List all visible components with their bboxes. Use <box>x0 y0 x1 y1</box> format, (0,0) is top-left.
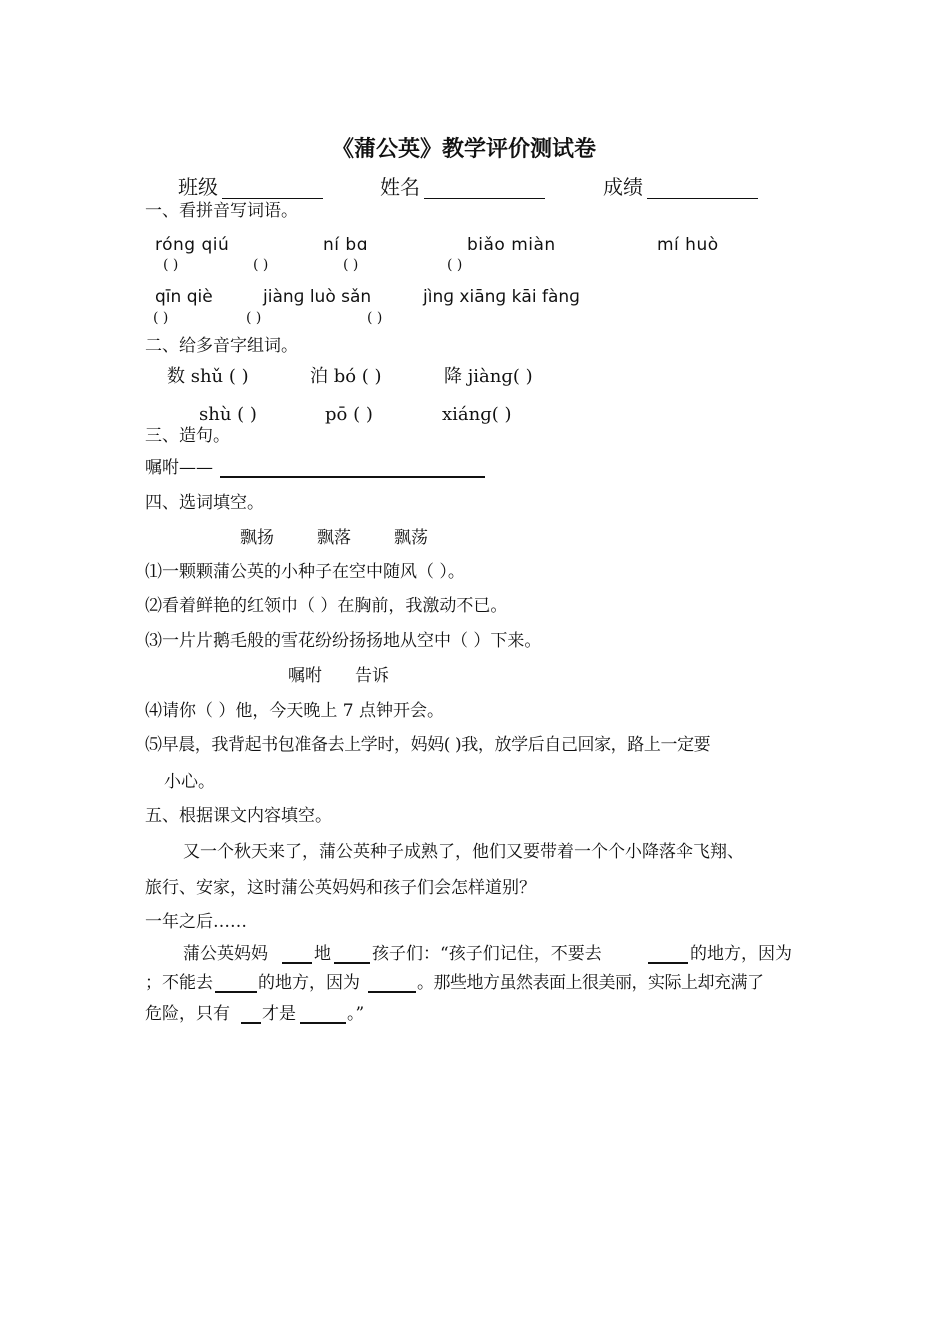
question-5-cont: 小心。 <box>164 772 215 792</box>
question-4: ⑷请你（ ）他，今天晚上 7 点钟开会。 <box>145 701 445 721</box>
fill-blank[interactable] <box>215 991 257 993</box>
polyphone-item: 降 jiànɡ( ) <box>444 366 533 387</box>
pinyin-item: ní bɑ <box>323 235 368 255</box>
section4-heading: 四、选词填空。 <box>145 493 264 513</box>
pinyin-item: jiànɡ luò sǎn <box>263 287 372 307</box>
word-choice: 飘扬 <box>240 528 274 548</box>
section3-heading: 三、造句。 <box>145 426 230 446</box>
fill-text: 。” <box>347 1004 365 1024</box>
question-1: ⑴一颗颗蒲公英的小种子在空中随风（ ）。 <box>145 562 465 582</box>
fill-blank[interactable] <box>300 1022 346 1024</box>
polyphone-item: 泊 bó ( ) <box>310 366 382 387</box>
answer-blank[interactable]: ( ) <box>163 257 179 273</box>
section1-heading: 一、看拼音写词语。 <box>145 201 298 221</box>
fill-text: ；不能去 <box>145 973 213 993</box>
answer-blank[interactable]: ( ) <box>367 310 383 326</box>
fill-text: 地 <box>314 944 331 964</box>
class-field[interactable] <box>222 198 323 199</box>
polyphone-item: 数 shǔ ( ) <box>167 366 249 387</box>
fill-text: 危险，只有 <box>145 1004 230 1024</box>
sentence-answer-line[interactable] <box>220 476 485 478</box>
word-choice: 告诉 <box>355 666 389 686</box>
section5-heading: 五、根据课文内容填空。 <box>145 806 332 826</box>
answer-blank[interactable]: ( ) <box>253 257 269 273</box>
answer-blank[interactable]: ( ) <box>153 310 169 326</box>
section2-heading: 二、给多音字组词。 <box>145 336 298 356</box>
word-choice: 飘落 <box>317 528 351 548</box>
word-choice: 嘱咐 <box>288 666 322 686</box>
fill-text: 才是 <box>262 1004 296 1024</box>
polyphone-item: xiánɡ( ) <box>442 404 512 425</box>
fill-blank[interactable] <box>282 962 312 964</box>
fill-blank[interactable] <box>334 962 370 964</box>
polyphone-item: shù ( ) <box>199 404 257 425</box>
fill-blank[interactable] <box>648 962 688 964</box>
passage-text: 又一个秋天来了，蒲公英种子成熟了，他们又要带着一个个小降落伞飞翔、 <box>183 842 744 862</box>
fill-blank[interactable] <box>241 1022 261 1024</box>
pinyin-item: jìnɡ xiānɡ kāi fànɡ <box>423 287 580 307</box>
pinyin-item: mí huò <box>657 235 719 255</box>
pinyin-item: biǎo miàn <box>467 235 556 255</box>
question-3: ⑶一片片鹅毛般的雪花纷纷扬扬地从空中（ ）下来。 <box>145 631 542 651</box>
score-field[interactable] <box>647 198 758 199</box>
answer-blank[interactable]: ( ) <box>246 310 262 326</box>
answer-blank[interactable]: ( ) <box>343 257 359 273</box>
pinyin-item: qīn qiè <box>155 287 213 307</box>
fill-blank[interactable] <box>368 991 416 993</box>
answer-blank[interactable]: ( ) <box>447 257 463 273</box>
fill-text: 的地方，因为 <box>690 944 792 964</box>
name-label: 姓名 <box>380 175 420 199</box>
name-field[interactable] <box>424 198 545 199</box>
class-label: 班级 <box>178 175 218 199</box>
fill-text: 孩子们：“孩子们记住，不要去 <box>372 944 602 964</box>
pinyin-item: róng qiú <box>155 235 230 255</box>
fill-text: 蒲公英妈妈 <box>183 944 268 964</box>
sentence-prompt: 嘱咐—— <box>145 458 213 478</box>
question-2: ⑵看着鲜艳的红领巾（ ）在胸前，我激动不已。 <box>145 596 508 616</box>
fill-text: 的地方，因为 <box>258 973 360 993</box>
score-label: 成绩 <box>603 175 643 199</box>
polyphone-item: pō ( ) <box>325 404 373 425</box>
page-title: 《蒲公英》教学评价测试卷 <box>332 136 597 162</box>
passage-text: 旅行、安家，这时蒲公英妈妈和孩子们会怎样道别？ <box>145 878 536 898</box>
fill-text: 。那些地方虽然表面上很美丽，实际上却充满了 <box>417 973 764 993</box>
passage-text: 一年之后…… <box>145 912 247 932</box>
question-5: ⑸早晨，我背起书包准备去上学时，妈妈( )我，放学后自己回家，路上一定要 <box>145 735 711 755</box>
word-choice: 飘荡 <box>394 528 428 548</box>
